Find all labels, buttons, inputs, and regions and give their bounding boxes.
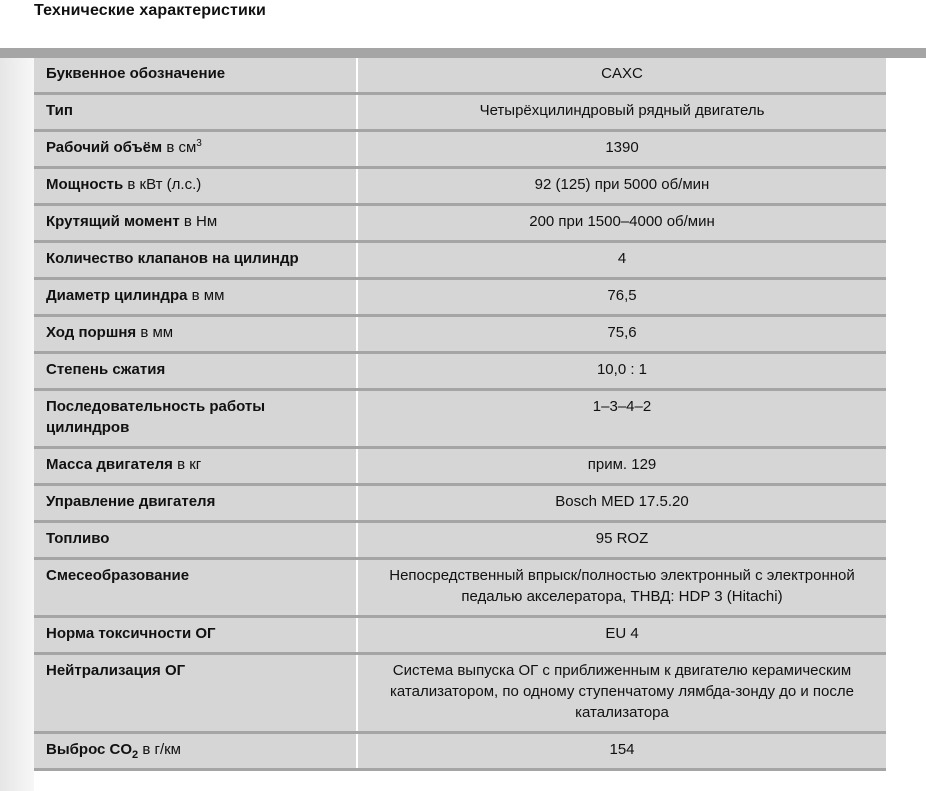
spec-row	[34, 617, 886, 654]
spec-label-name: Степень сжатия	[46, 361, 166, 378]
spec-label-name: Выброс CO	[46, 741, 133, 758]
spec-label-unit: в Нм	[183, 213, 218, 230]
spec-label	[34, 353, 356, 390]
spec-label-unit: в г/км	[142, 741, 181, 758]
spec-table	[34, 58, 886, 771]
page-title: Технические характеристики	[34, 2, 266, 19]
spec-table-body	[34, 58, 886, 770]
spec-label-superscript: 3	[196, 138, 202, 149]
spec-row	[34, 353, 886, 390]
spec-label	[34, 205, 356, 242]
spec-label	[34, 522, 356, 559]
spec-value: 75,6	[358, 316, 886, 353]
spec-value: EU 4	[358, 617, 886, 654]
spec-row	[34, 654, 886, 733]
spec-value: прим. 129	[358, 448, 886, 485]
spec-label	[34, 617, 356, 654]
spec-label-name: Ход поршня	[46, 324, 137, 341]
spec-label	[34, 168, 356, 205]
spec-value: 95 ROZ	[358, 522, 886, 559]
spec-label	[34, 654, 356, 733]
spec-value: CAXC	[358, 58, 886, 94]
spec-label	[34, 279, 356, 316]
spec-value: 1390	[358, 131, 886, 168]
spec-row	[34, 168, 886, 205]
spec-label	[34, 58, 356, 94]
spec-label-unit: в кг	[177, 456, 202, 473]
spec-value: Bosch MED 17.5.20	[358, 485, 886, 522]
spec-row	[34, 205, 886, 242]
spec-value: Система выпуска ОГ с приближенным к двигателю керамическим катализатором, по одному ступенчатому лямбда-зонду до и после катализатора	[358, 654, 886, 733]
spec-row	[34, 390, 886, 448]
spec-label	[34, 448, 356, 485]
spec-value: 200 при 1500–4000 об/мин	[358, 205, 886, 242]
spec-row	[34, 559, 886, 617]
spec-value: Четырёхцилиндровый рядный двигатель	[358, 94, 886, 131]
header-divider-band	[0, 48, 926, 58]
left-margin-shade	[0, 58, 34, 791]
spec-row	[34, 242, 886, 279]
spec-value: 76,5	[358, 279, 886, 316]
spec-label-name: Диаметр цилиндра	[46, 287, 188, 304]
spec-label-name: Смесеобразование	[46, 567, 190, 584]
spec-label-unit: в кВт (л.с.)	[127, 176, 202, 193]
spec-label-name: Топливо	[46, 530, 110, 547]
spec-label	[34, 242, 356, 279]
spec-label-name: Масса двигателя	[46, 456, 173, 473]
spec-label-name: Буквенное обозначение	[46, 65, 226, 82]
spec-row	[34, 279, 886, 316]
spec-value: 4	[358, 242, 886, 279]
spec-label-name: Тип	[46, 102, 73, 119]
spec-label	[34, 390, 356, 448]
spec-value: 154	[358, 733, 886, 770]
spec-label	[34, 131, 356, 168]
spec-label-name: Рабочий объём	[46, 139, 163, 156]
spec-value: 92 (125) при 5000 об/мин	[358, 168, 886, 205]
spec-value: 1–3–4–2	[358, 390, 886, 448]
spec-row	[34, 131, 886, 168]
spec-value: 10,0 : 1	[358, 353, 886, 390]
spec-row	[34, 485, 886, 522]
spec-label	[34, 316, 356, 353]
spec-label-subscript: 2	[132, 749, 139, 761]
spec-row	[34, 316, 886, 353]
spec-row	[34, 58, 886, 94]
spec-label-name: Норма токсичности ОГ	[46, 625, 216, 642]
spec-label-name: Количество клапанов на цилиндр	[46, 250, 299, 267]
spec-row	[34, 94, 886, 131]
spec-label-unit: в см	[166, 139, 197, 156]
spec-label-name: Нейтрализация ОГ	[46, 662, 186, 679]
spec-row	[34, 448, 886, 485]
spec-label-name: Последовательность работы цилиндров	[46, 398, 266, 436]
spec-row	[34, 733, 886, 770]
spec-row	[34, 522, 886, 559]
spec-label	[34, 559, 356, 617]
spec-label	[34, 733, 356, 770]
spec-label-unit: в мм	[140, 324, 174, 341]
spec-label	[34, 485, 356, 522]
spec-label-name: Мощность	[46, 176, 124, 193]
spec-label-name: Крутящий момент	[46, 213, 180, 230]
spec-label-unit: в мм	[191, 287, 225, 304]
spec-value: Непосредственный впрыск/полностью электронный с электронной педалью акселератора, ТНВД: HDP 3 (Hitachi)	[358, 559, 886, 617]
spec-label	[34, 94, 356, 131]
spec-label-name: Управление двигателя	[46, 493, 216, 510]
